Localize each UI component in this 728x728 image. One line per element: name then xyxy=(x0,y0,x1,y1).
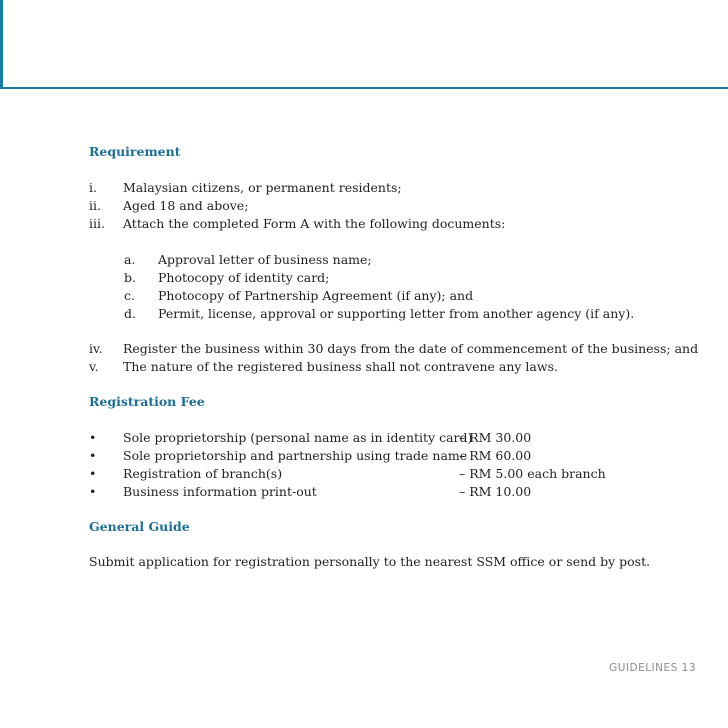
sub-list-item: d. Permit, license, approval or supporting letter from another agency (if any). xyxy=(124,306,635,321)
registration-fee-heading: Registration Fee xyxy=(89,394,205,409)
page-header-band xyxy=(0,0,728,88)
sub-list-item: b. Photocopy of identity card; xyxy=(124,270,330,285)
fee-item: • Registration of branch(s) – RM 5.00 each branch xyxy=(89,466,606,481)
sub-list-item: a. Approval letter of business name; xyxy=(124,252,372,267)
fee-item: • Sole proprietorship and partnership using trade name – RM 60.00 xyxy=(89,448,532,463)
sub-list-item: c. Photocopy of Partnership Agreement (if any); and xyxy=(124,288,474,303)
requirement-heading: Requirement xyxy=(89,144,181,159)
header-edge-bar xyxy=(0,0,3,88)
page-content xyxy=(89,143,699,571)
general-guide-text: Submit application for registration personally to the nearest SSM office or send by post. xyxy=(89,554,651,569)
list-item: i. Malaysian citizens, or permanent residents; xyxy=(89,180,402,195)
fee-item: • Sole proprietorship (personal name as in identity card) – RM 30.00 xyxy=(89,430,532,445)
header-rule xyxy=(0,87,728,89)
list-item: ii. Aged 18 and above; xyxy=(89,198,249,213)
list-item: v. The nature of the registered business shall not contravene any laws. xyxy=(89,359,558,374)
fee-item: • Business information print-out – RM 10.00 xyxy=(89,484,532,499)
page-footer: GUIDELINES 13 xyxy=(609,662,696,674)
general-guide-heading: General Guide xyxy=(89,519,190,534)
list-item: iii. Attach the completed Form A with the following documents: xyxy=(89,216,506,231)
list-item: iv. Register the business within 30 days from the date of commencement of the business; and xyxy=(89,341,699,356)
